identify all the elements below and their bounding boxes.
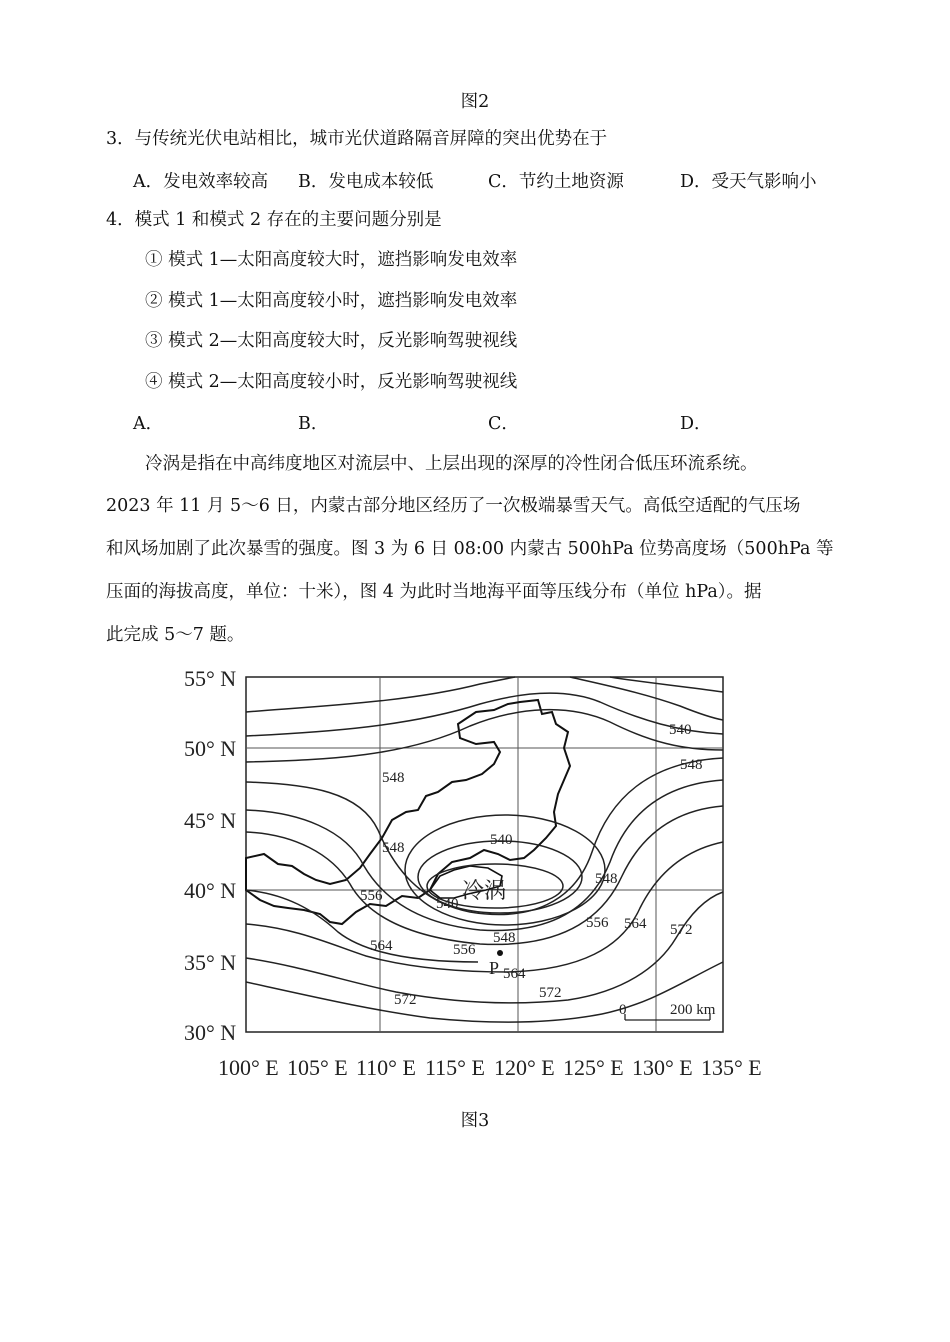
passage-line-4: 压面的海拔高度，单位：十米），图 4 为此时当地海平面等压线分布（单位 hPa）。据 xyxy=(106,582,762,602)
point-p-marker xyxy=(497,950,503,956)
question-4-stem: 4．模式 1 和模式 2 存在的主要问题分别是 xyxy=(106,210,442,230)
contour-label: 564 xyxy=(503,966,526,982)
q4-option-d: D． xyxy=(680,414,712,434)
lat-label-40: 40° N xyxy=(184,878,237,903)
passage-line-5: 此完成 5～7 题。 xyxy=(106,625,245,645)
q3-option-d: D．受天气影响小 xyxy=(680,172,817,192)
contour-label: 548 xyxy=(680,757,703,773)
q4-option-c: C． xyxy=(488,414,519,434)
contour-label: 540 xyxy=(669,722,692,738)
q4-option-a: A． xyxy=(133,414,164,434)
contour-label: 564 xyxy=(370,938,393,954)
map-graticule xyxy=(246,677,723,1032)
q4-item-3: ③ 模式 2—太阳高度较大时，反光影响驾驶视线 xyxy=(145,331,518,351)
passage-line-3: 和风场加剧了此次暴雪的强度。图 3 为 6 日 08:00 内蒙古 500hPa 位势高度场（500hPa 等 xyxy=(106,539,834,559)
lat-label-45: 45° N xyxy=(184,808,237,833)
q4-item-4: ④ 模式 2—太阳高度较小时，反光影响驾驶视线 xyxy=(145,372,518,392)
map-frame xyxy=(246,677,723,1032)
q4-option-b: B． xyxy=(298,414,329,434)
contour-label: 572 xyxy=(394,992,417,1008)
cold-vortex-label: 冷涡 xyxy=(462,879,507,904)
q4-item-1: ① 模式 1—太阳高度较大时，遮挡影响发电效率 xyxy=(145,250,518,270)
contour-label: 556 xyxy=(586,915,609,931)
contour-label: 572 xyxy=(670,922,693,938)
question-3-stem: 3．与传统光伏电站相比，城市光伏道路隔音屏障的突出优势在于 xyxy=(106,129,608,149)
figure-3-map xyxy=(170,662,780,1082)
q3-option-c: C．节约土地资源 xyxy=(488,172,624,192)
contour-label: 548 xyxy=(493,930,516,946)
point-p-label: P xyxy=(489,958,500,978)
contour-label: 564 xyxy=(624,916,647,932)
lon-label-105: 105° E xyxy=(287,1055,348,1080)
contour-label: 556 xyxy=(453,942,476,958)
lat-label-55: 55° N xyxy=(184,666,237,691)
contour-label: 556 xyxy=(360,888,383,904)
lon-label-115: 115° E xyxy=(425,1055,485,1080)
contour-label: 572 xyxy=(539,985,562,1001)
passage-line-2: 2023 年 11 月 5～6 日，内蒙古部分地区经历了一次极端暴雪天气。高低空适配的气压场 xyxy=(106,496,801,516)
contour-label: 548 xyxy=(382,770,405,786)
lat-label-30: 30° N xyxy=(184,1020,237,1045)
lon-label-110: 110° E xyxy=(356,1055,416,1080)
lon-label-135: 135° E xyxy=(701,1055,762,1080)
contour-label: 548 xyxy=(595,871,618,887)
lat-label-50: 50° N xyxy=(184,736,237,761)
scale-zero: 0 xyxy=(619,1002,627,1018)
q3-option-a: A．发电效率较高 xyxy=(133,172,269,192)
contour-label: 548 xyxy=(382,840,405,856)
scale-label: 200 km xyxy=(670,1002,716,1018)
q3-option-b: B．发电成本较低 xyxy=(298,172,434,192)
figure-3-caption: 图3 xyxy=(460,1111,490,1131)
lon-label-100: 100° E xyxy=(218,1055,279,1080)
lon-label-130: 130° E xyxy=(632,1055,693,1080)
lon-label-120: 120° E xyxy=(494,1055,555,1080)
q4-item-2: ② 模式 1—太阳高度较小时，遮挡影响发电效率 xyxy=(145,291,518,311)
lon-label-125: 125° E xyxy=(563,1055,624,1080)
figure-2-caption: 图2 xyxy=(460,92,490,112)
lat-label-35: 35° N xyxy=(184,950,237,975)
contour-label: 540 xyxy=(436,896,459,912)
passage-line-1: 冷涡是指在中高纬度地区对流层中、上层出现的深厚的冷性闭合低压环流系统。 xyxy=(145,454,758,474)
contour-label: 540 xyxy=(490,832,513,848)
